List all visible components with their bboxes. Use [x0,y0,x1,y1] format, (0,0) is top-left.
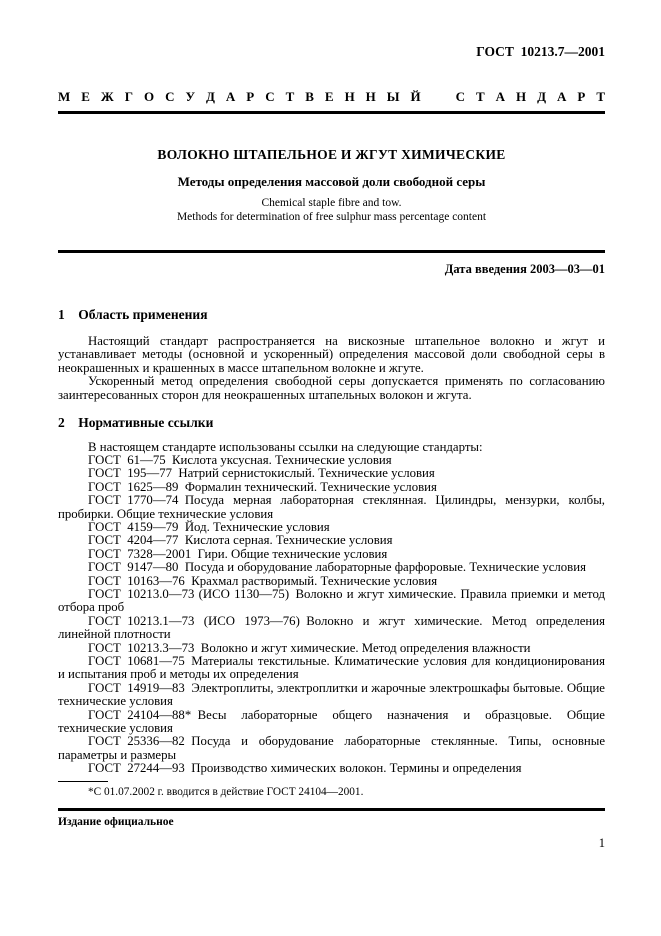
reference-item: ГОСТ 14919—83 Электроплиты, электроплитки и жарочные электрошкафы бытовые. Общие технические условия [58,680,605,709]
reference-item: ГОСТ 10163—76 Крахмал растворимый. Технические условия [88,573,438,588]
scope-paragraph-1: Настоящий стандарт распространяется на вискозные штапельное волокно и жгут и устанавливает методы (основной и ускоренный) определения массовой доли свободной серы в неокрашенных и крашенных в массе штапельном волокне и жгуте. [58,334,605,375]
title-en-line2: Methods for determination of free sulphur mass percentage content [176,210,487,223]
references-list [58,441,605,776]
interstate-standard-banner: М Е Ж Г О С У Д А Р С Т В Е Н Н Ы Й С Т А Н Д А Р Т [58,89,605,114]
reference-item: ГОСТ 4159—79 Йод. Технические условия [88,519,330,534]
title-separator-rule [58,250,605,253]
page-number: 1 [598,836,605,851]
reference-item: ГОСТ 7328—2001 Гири. Общие технические условия [88,546,388,561]
reference-item: ГОСТ 9147—80 Посуда и оборудование лабораторные фарфоровые. Технические условия [88,560,586,575]
scope-paragraph-2: Ускоренный метод определения свободной серы допускается применять по согласованию заинтересованных сторон для неокрашенных штапельных волокон и жгута. [58,374,605,402]
reference-item: ГОСТ 1625—89 Формалин технический. Технические условия [88,479,437,494]
reference-item: ГОСТ 25336—82 Посуда и оборудование лабораторные стеклянные. Типы, основные параметры и размеры [58,734,605,762]
footnote-text: *С 01.07.2002 г. вводится в действие ГОСТ 24104—2001. [88,785,364,798]
reference-item: ГОСТ 27244—93 Производство химических волокон. Термины и определения [88,761,522,776]
page-content [58,0,605,851]
reference-item: ГОСТ 4204—77 Кислота серная. Технические условия [88,533,393,548]
document-subtitle-ru: Методы определения массовой доли свободной серы [177,174,486,189]
reference-item: ГОСТ 10213.1—73 (ИСО 1973—76) Волокно и жгут химические. Метод определения линейной плотности [58,613,605,642]
document-title-en [58,197,605,224]
title-en-line1: Chemical staple fibre and tow. [261,197,402,209]
document-title-ru: ВОЛОКНО ШТАПЕЛЬНОЕ И ЖГУТ ХИМИЧЕСКИЕ [157,146,506,162]
reference-item: ГОСТ 10681—75 Материалы текстильные. Климатические условия для кондиционирования и испытания проб и методы их определения [58,654,605,682]
footnote-rule [58,781,108,782]
footer-rule [58,808,605,811]
official-edition-label: Издание официальное [58,815,174,828]
reference-item: ГОСТ 10213.3—73 Волокно и жгут химические. Метод определения влажности [88,640,531,655]
reference-item: ГОСТ 24104—88* Весы лабораторные общего назначения и образцовые. Общие технические условия [58,707,605,736]
standard-number: ГОСТ 10213.7—2001 [476,44,605,59]
reference-item: ГОСТ 195—77 Натрий сернистокислый. Технические условия [88,466,435,481]
section-1-heading: 1 Область применения [58,306,208,322]
reference-item: ГОСТ 10213.0—73 (ИСО 1130—75) Волокно и жгут химические. Правила приемки и метод отбора проб [58,587,605,615]
reference-item: ГОСТ 1770—74 Посуда мерная лабораторная стеклянная. Цилиндры, мензурки, колбы, пробирки. Общие технические условия [58,493,605,521]
introduction-date: Дата введения 2003—03—01 [444,262,605,276]
reference-item: ГОСТ 61—75 Кислота уксусная. Технические условия [88,452,392,467]
references-intro: В настоящем стандарте использованы ссылки на следующие стандарты: [88,439,483,454]
section-2-heading: 2 Нормативные ссылки [58,415,214,431]
